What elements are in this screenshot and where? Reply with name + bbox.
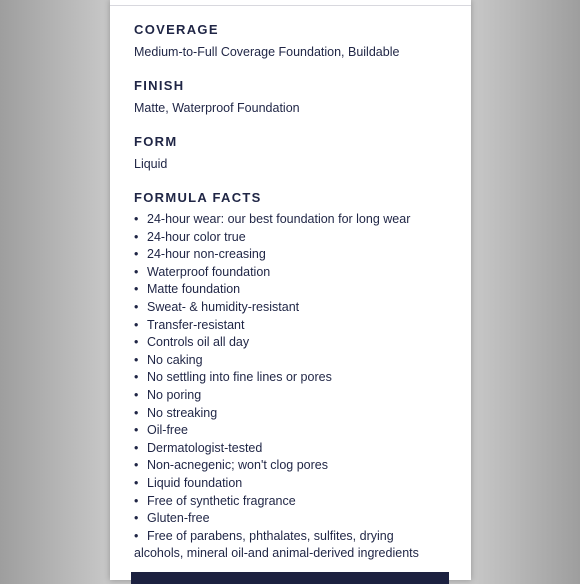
list-item [134,405,465,423]
list-item [134,387,465,405]
list-item-text: Controls oil all day [147,335,250,350]
coverage-section [134,21,465,61]
list-item [134,352,465,370]
bullet-icon: • [134,282,139,297]
list-item [134,510,465,528]
bullet-icon: • [134,317,139,332]
list-item [134,229,465,247]
list-item-text: No caking [147,352,203,367]
list-item [134,528,465,563]
form-heading: FORM [134,134,178,149]
list-item [134,211,465,229]
bullet-icon: • [134,212,139,226]
finish-heading: FINISH [134,78,185,93]
list-item [134,317,465,335]
bullet-icon: • [134,352,139,367]
bullet-icon: • [134,335,139,350]
coverage-heading: COVERAGE [134,22,219,37]
list-item-text: Sweat- & humidity-resistant [147,299,300,314]
list-item-text: No settling into fine lines or pores [147,370,332,385]
list-item-text: No streaking [147,405,218,420]
list-item [134,369,465,387]
finish-section [134,77,465,117]
bullet-icon: • [134,405,139,420]
bullet-icon: • [134,528,139,543]
bullet-icon: • [134,511,139,526]
details-content [134,21,465,579]
bullet-icon: • [134,458,139,473]
bullet-icon: • [134,247,139,262]
list-item-text: Transfer-resistant [147,317,245,332]
bullet-icon: • [134,440,139,455]
list-item [134,299,465,317]
list-item [134,281,465,299]
bullet-icon: • [134,387,139,402]
bullet-icon: • [134,229,139,244]
form-section [134,133,465,173]
list-item-text: Gluten-free [147,511,210,526]
coverage-value: Medium-to-Full Coverage Foundation, Buildable [134,45,400,59]
list-item-text: Waterproof foundation [147,264,271,279]
list-item [134,334,465,352]
formula-facts-heading: FORMULA FACTS [134,190,262,205]
list-item [134,264,465,282]
form-value: Liquid [134,157,168,171]
divider [110,5,471,6]
bottom-button-bar[interactable] [131,572,449,584]
list-item-text: Matte foundation [147,282,241,297]
bullet-icon: • [134,423,139,438]
list-item-text: 24-hour wear: our best foundation for long wear [147,212,411,226]
list-item-text: Oil-free [147,423,188,438]
bullet-icon: • [134,299,139,314]
list-item-text: 24-hour non-creasing [147,247,266,262]
list-item [134,475,465,493]
list-item-text: Liquid foundation [147,475,243,490]
list-item-text: No poring [147,387,202,402]
list-item [134,422,465,440]
list-item-text-continued: alcohols, mineral oil-and animal-derived ingredients [134,546,419,561]
list-item-text: Free of parabens, phthalates, sulfites, drying [147,528,394,543]
list-item [134,246,465,264]
bullet-icon: • [134,370,139,385]
bullet-icon: • [134,475,139,490]
list-item-text: Non-acnegenic; won't clog pores [147,458,328,473]
bullet-icon: • [134,264,139,279]
list-item-text: Free of synthetic fragrance [147,493,296,508]
list-item-text: Dermatologist-tested [147,440,263,455]
list-item [134,440,465,458]
formula-facts-section [134,189,465,563]
finish-value: Matte, Waterproof Foundation [134,101,300,115]
bullet-icon: • [134,493,139,508]
list-item [134,457,465,475]
product-details-panel [110,0,471,580]
list-item-text: 24-hour color true [147,229,246,244]
formula-facts-list [134,211,465,563]
list-item [134,493,465,511]
